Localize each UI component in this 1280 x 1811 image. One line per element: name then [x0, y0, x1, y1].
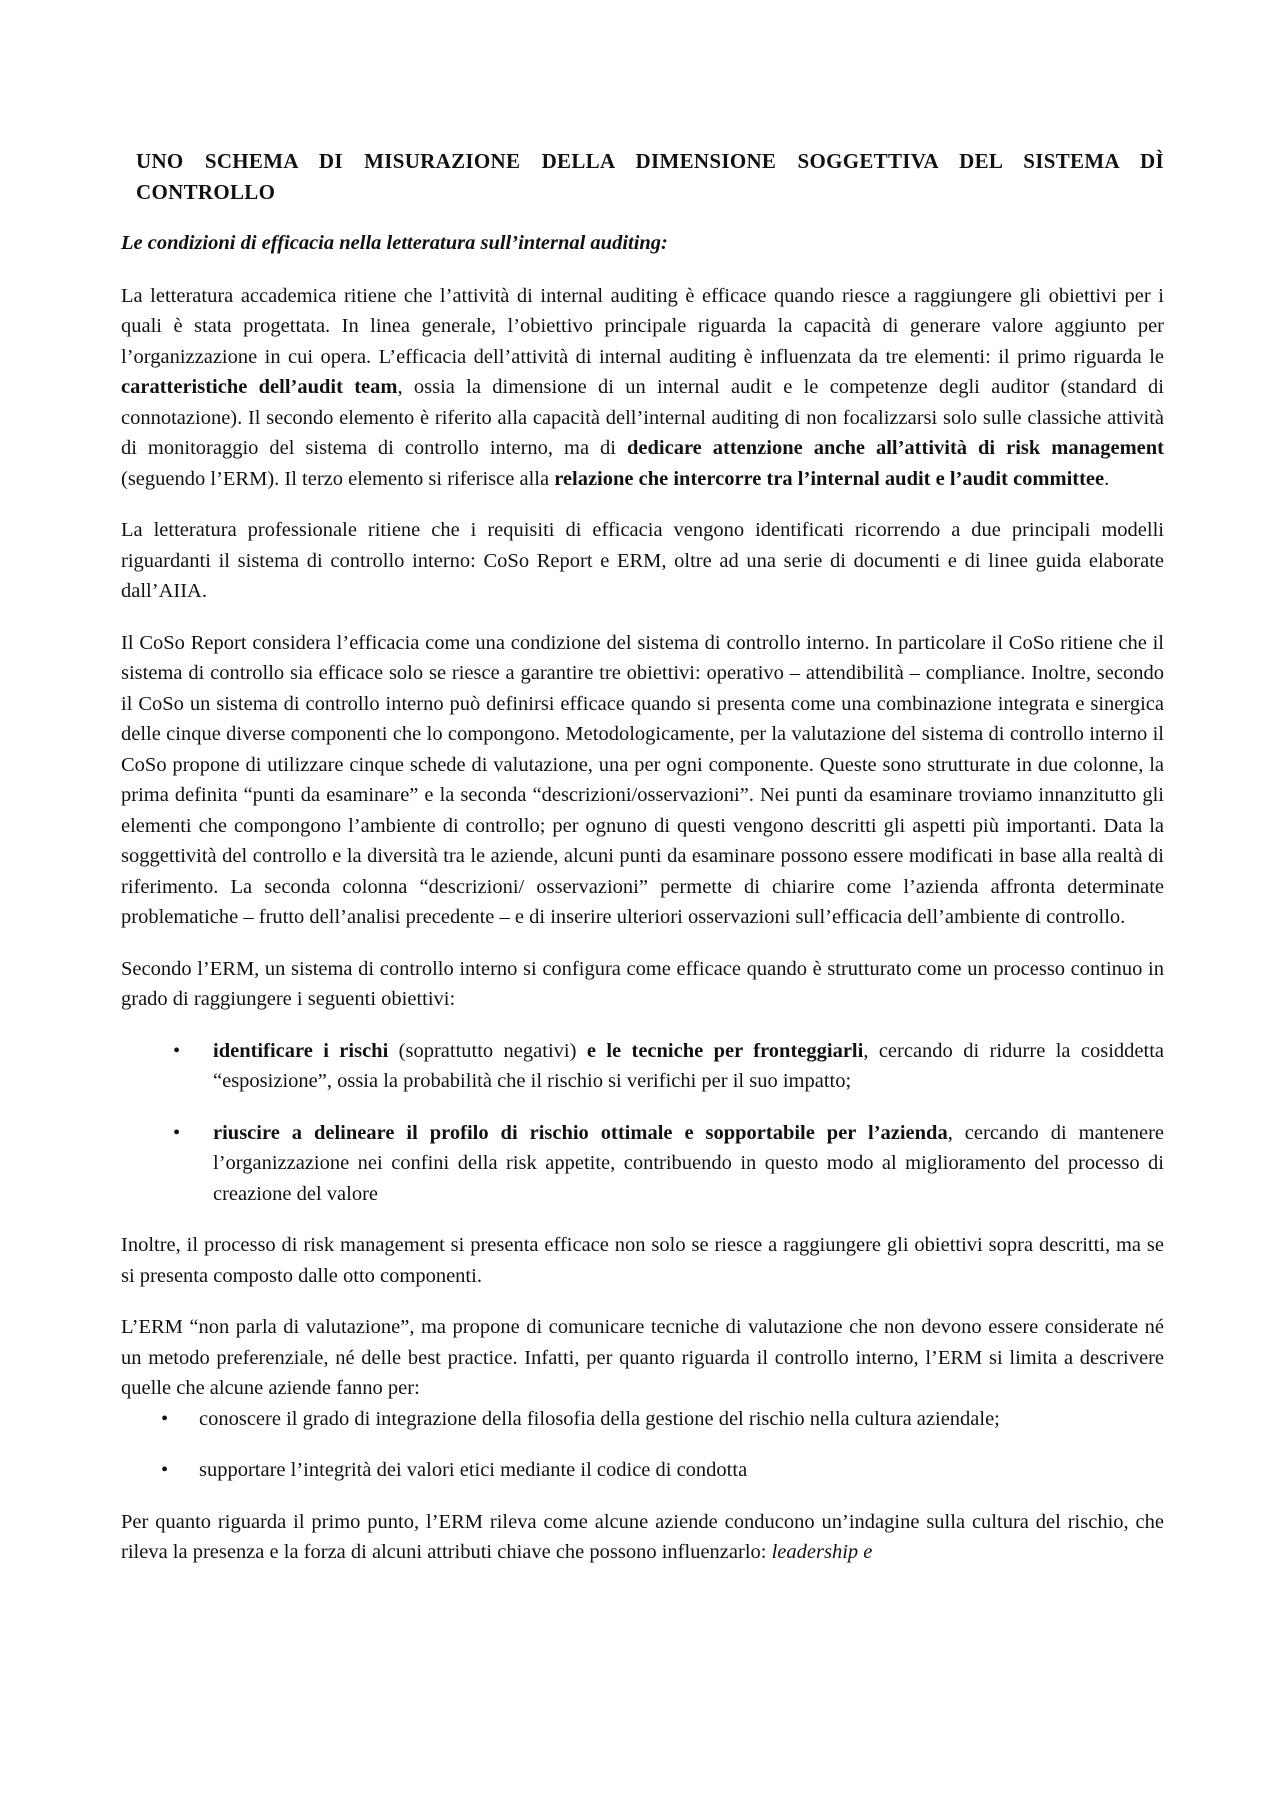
paragraph-7 [121, 1507, 1164, 1568]
bullet-icon: • [161, 1459, 169, 1481]
bullet-text-a: (soprattutto negativi) [388, 1039, 587, 1062]
p1-text-a: La letteratura accademica ritiene che l’attività di internal auditing è efficace quando riesce a raggiungere gli obiettivi per i quali è stata progettata. In linea generale, l’obiettivo principale riguarda la capacità di generare valore aggiunto per l’organizzazione in cui opera. L’efficacia dell’attività di internal auditing è influenzata da tre elementi: il primo riguarda le [121, 284, 1164, 368]
p1-bold-3: relazione che intercorre tra l’internal audit e l’audit committee [554, 467, 1105, 490]
objectives-list [121, 1036, 1164, 1210]
bullet-bold-b: e le tecniche per fronteggiarli [586, 1039, 864, 1062]
bullet-icon: • [173, 1121, 181, 1144]
list-item [121, 1036, 1164, 1097]
list-item [121, 1404, 1164, 1435]
bullet-text: conoscere il grado di integrazione della filosofia della gestione del rischio nella cultura aziendale; [199, 1407, 1000, 1430]
p1-bold-1: caratteristiche dell’audit team [121, 376, 398, 398]
bullet-icon: • [161, 1407, 169, 1430]
bullet-text: supportare l’integrità dei valori etici mediante il codice di condotta [199, 1459, 748, 1481]
bullet-bold-a: identificare i rischi [213, 1039, 389, 1062]
bullet-icon: • [173, 1039, 181, 1062]
paragraph-2: La letteratura professionale ritiene che i requisiti di efficacia vengono identificati ricorrendo a due principali modelli riguardanti il sistema di controllo interno: CoSo Report e ERM, oltre ad una serie di documenti e di linee guida elaborate dall’AIIA. [121, 519, 1164, 602]
p1-text-c: , ossia la dimensione di un internal audit e le competenze degli auditor (standard di connotazione). Il secondo elemento è riferito alla capacità dell’internal auditing di non focalizzarsi solo sulle classiche attività di monitoraggio del sistema di controllo interno, ma di [121, 376, 1164, 459]
paragraph-1 [121, 281, 1164, 495]
bullet-bold-a: riuscire a delineare il profilo di rischio ottimale e sopportabile per l’azienda [213, 1121, 948, 1144]
bullet-text-b: , cercando di ridurre la cosiddetta “esposizione”, ossia la probabilità che il rischio si verifichi per il suo impatto; [213, 1039, 1164, 1092]
p1-bold-2: dedicare attenzione anche all’attività di risk management [627, 437, 1165, 459]
document-title: UNO SCHEMA DI MISURAZIONE DELLA DIMENSIONE SOGGETTIVA DEL SISTEMA DÌ CONTROLLO [136, 149, 1164, 204]
bullet-text-b: , cercando di mantenere l’organizzazione nei confini della risk appetite, contribuendo in questo modo al miglioramento del processo di creazione del valore [213, 1121, 1164, 1205]
list-item [121, 1118, 1164, 1210]
document-page [121, 146, 1164, 1589]
p7-text: Per quanto riguarda il primo punto, l’ERM rileva come alcune aziende conducono un’indagine sulla cultura del rischio, che rileva la presenza e la forza di alcuni attributi chiave che possono influenzarlo: [121, 1510, 1164, 1563]
p7-italic: leadership e [771, 1541, 873, 1563]
paragraph-5: Inoltre, il processo di risk management si presenta efficace non solo se riesce a raggiungere gli obiettivi sopra descritti, ma se si presenta composto dalle otto componenti. [121, 1234, 1164, 1287]
p1-text-d: (seguendo l’ERM). Il terzo elemento si riferisce alla [121, 467, 555, 490]
erm-practices-list [121, 1404, 1164, 1486]
section-subtitle: Le condizioni di efficacia nella letteratura sull’internal auditing: [121, 232, 668, 254]
paragraph-4: Secondo l’ERM, un sistema di controllo interno si configura come efficace quando è strutturato come un processo continuo in grado di raggiungere i seguenti obiettivi: [121, 957, 1164, 1010]
p1-text-e: . [1104, 467, 1110, 490]
paragraph-3: Il CoSo Report considera l’efficacia come una condizione del sistema di controllo interno. In particolare il CoSo ritiene che il sistema di controllo sia efficace solo se riesce a garantire tre obiettivi: operativo – attendibilità – compliance. Inoltre, secondo il CoSo un sistema di controllo interno può definirsi efficace quando si presenta come una combinazione integrata e sinergica delle cinque diverse componenti che lo compongono. Metodologicamente, per la valutazione del sistema di controllo interno il CoSo propone di utilizzare cinque schede di valutazione, una per ogni componente. Queste sono strutturate in due colonne, la prima definita “punti da esaminare” e la seconda “descrizioni/osservazioni”. Nei punti da esaminare troviamo innanzitutto gli elementi che compongono l’ambiente di controllo; per ognuno di questi vengono descritti gli aspetti più importanti. Data la soggettività del controllo e la diversità tra le aziende, alcuni punti da esaminare possono essere modificati in base alla realtà di riferimento. La seconda colonna “descrizioni/ osservazioni” permette di chiarire come l’azienda affronta determinate problematiche – frutto dell’analisi precedente – e di inserire ulteriori osservazioni sull’efficacia dell’ambiente di controllo. [121, 631, 1164, 928]
paragraph-6: L’ERM “non parla di valutazione”, ma propone di comunicare tecniche di valutazione che non devono essere considerate né un metodo preferenziale, né delle best practice. Infatti, per quanto riguarda il controllo interno, l’ERM si limita a descrivere quelle che alcune aziende fanno per: [121, 1316, 1164, 1399]
list-item [121, 1455, 1164, 1486]
